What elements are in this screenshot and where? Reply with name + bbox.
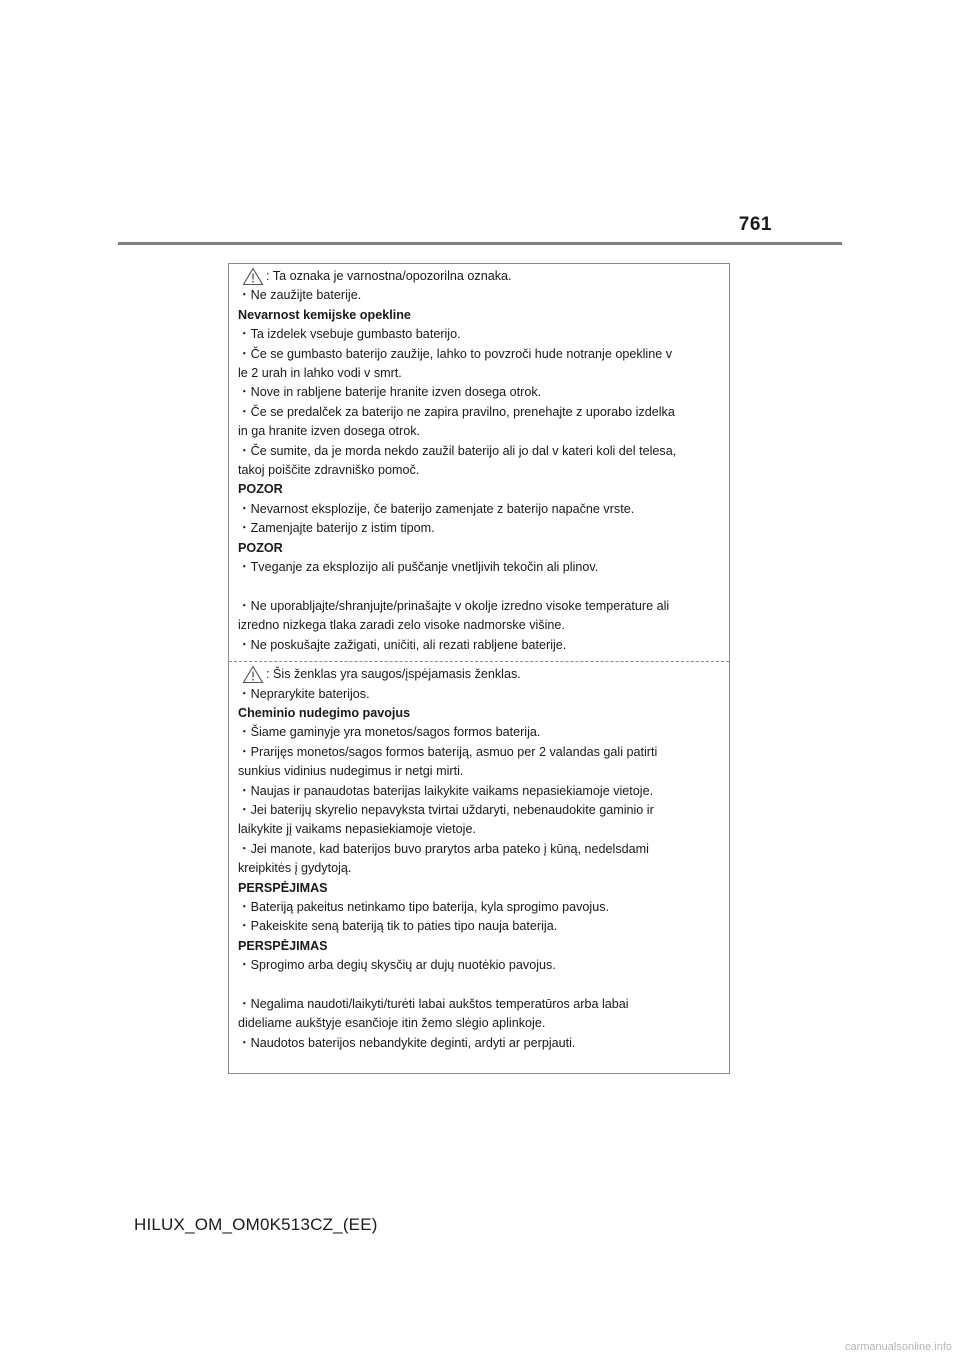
text-line: ・Ne poskušajte zažigati, uničiti, ali rezati rabljene baterije. xyxy=(238,637,567,652)
section-slovenian xyxy=(229,264,729,661)
text-line: kreipkitės į gydytoją. xyxy=(238,861,352,876)
text-line: ・Če se gumbasto baterijo zaužije, lahko to povzroči hude notranje opekline v xyxy=(238,346,673,361)
section-header-text: : Šis ženklas yra saugos/įspėjamasis ženklas. xyxy=(266,667,521,682)
section-heading: Nevarnost kemijske opekline xyxy=(238,307,411,322)
warning-triangle-icon xyxy=(242,665,264,684)
text-line: ・Sprogimo arba degių skysčių ar dujų nuotėkio pavojus. xyxy=(238,958,556,973)
text-line: ・Ta izdelek vsebuje gumbasto baterijo. xyxy=(238,327,461,342)
text-line: ・Če sumite, da je morda nekdo zaužil baterijo ali jo dal v kateri koli del telesa, xyxy=(238,443,677,458)
text-line: ・Pakeiskite seną bateriją tik to paties tipo nauja baterija. xyxy=(238,919,558,934)
section-lines xyxy=(238,286,720,655)
text-line: in ga hranite izven dosega otrok. xyxy=(238,424,421,439)
text-line: ・Tveganje za eksplozijo ali puščanje vnetljivih tekočin ali plinov. xyxy=(238,560,599,575)
text-line: ・Če se predalček za baterijo ne zapira pravilno, prenehajte z uporabo izdelka xyxy=(238,404,675,419)
text-line: le 2 urah in lahko vodi v smrt. xyxy=(238,366,402,381)
section-heading: Cheminio nudegimo pavojus xyxy=(238,705,411,720)
text-line: ・Nove in rabljene baterije hranite izven dosega otrok. xyxy=(238,385,542,400)
text-line: ・Neprarykite baterijos. xyxy=(238,686,370,701)
text-line: ・Ne zaužijte baterije. xyxy=(238,288,362,303)
text-line: sunkius vidinius nudegimus ir netgi mirti. xyxy=(238,764,464,779)
text-line: ・Zamenjajte baterijo z istim tipom. xyxy=(238,521,435,536)
text-line: ・Šiame gaminyje yra monetos/sagos formos baterija. xyxy=(238,725,541,740)
text-line: ・Bateriją pakeitus netinkamo tipo baterija, kyla sprogimo pavojus. xyxy=(238,899,610,914)
section-header xyxy=(238,267,720,286)
section-header-text: : Ta oznaka je varnostna/opozorilna oznaka. xyxy=(266,269,512,283)
page-number: 761 xyxy=(738,214,772,235)
section-lines xyxy=(238,685,720,1054)
warning-triangle-icon xyxy=(242,267,264,286)
blank-line xyxy=(238,976,720,995)
text-line: ・Jei baterijų skyrelio nepavyksta tvirtai uždaryti, nebenaudokite gaminio ir xyxy=(238,802,654,817)
section-heading: POZOR xyxy=(238,540,283,555)
site-watermark: carmanualsonline.info xyxy=(844,1341,952,1353)
header-rule xyxy=(118,242,842,245)
text-line: laikykite jį vaikams nepasiekiamoje vietoje. xyxy=(238,822,476,837)
text-line: ・Nevarnost eksplozije, če baterijo zamenjate z baterijo napačne vrste. xyxy=(238,501,635,516)
text-line: ・Naujas ir panaudotas baterijas laikykite vaikams nepasiekiamoje vietoje. xyxy=(238,783,654,798)
text-line: dideliame aukštyje esančioje itin žemo slėgio aplinkoje. xyxy=(238,1016,546,1031)
blank-line xyxy=(238,578,720,597)
section-header xyxy=(238,665,720,684)
section-lithuanian xyxy=(229,661,729,1073)
text-line: ・Jei manote, kad baterijos buvo prarytos arba pateko į kūną, nedelsdami xyxy=(238,841,649,856)
text-line: ・Naudotos baterijos nebandykite deginti, ardyti ar perpjauti. xyxy=(238,1035,576,1050)
section-heading: PERSPĖJIMAS xyxy=(238,938,328,953)
text-line: izredno nizkega tlaka zaradi zelo visoke nadmorske višine. xyxy=(238,618,565,633)
text-line: ・Ne uporabljajte/shranjujte/prinašajte v okolje izredno visoke temperature ali xyxy=(238,598,670,613)
text-line: ・Prarijęs monetos/sagos formos bateriją, asmuo per 2 valandas gali patirti xyxy=(238,744,658,759)
document-code: HILUX_OM_OM0K513CZ_(EE) xyxy=(134,1215,378,1234)
text-line: ・Negalima naudoti/laikyti/turėti labai aukštos temperatūros arba labai xyxy=(238,997,629,1011)
section-heading: POZOR xyxy=(238,482,283,497)
section-heading: PERSPĖJIMAS xyxy=(238,880,328,895)
text-line: takoj poiščite zdravniško pomoč. xyxy=(238,463,420,478)
battery-warning-box xyxy=(228,263,730,1074)
